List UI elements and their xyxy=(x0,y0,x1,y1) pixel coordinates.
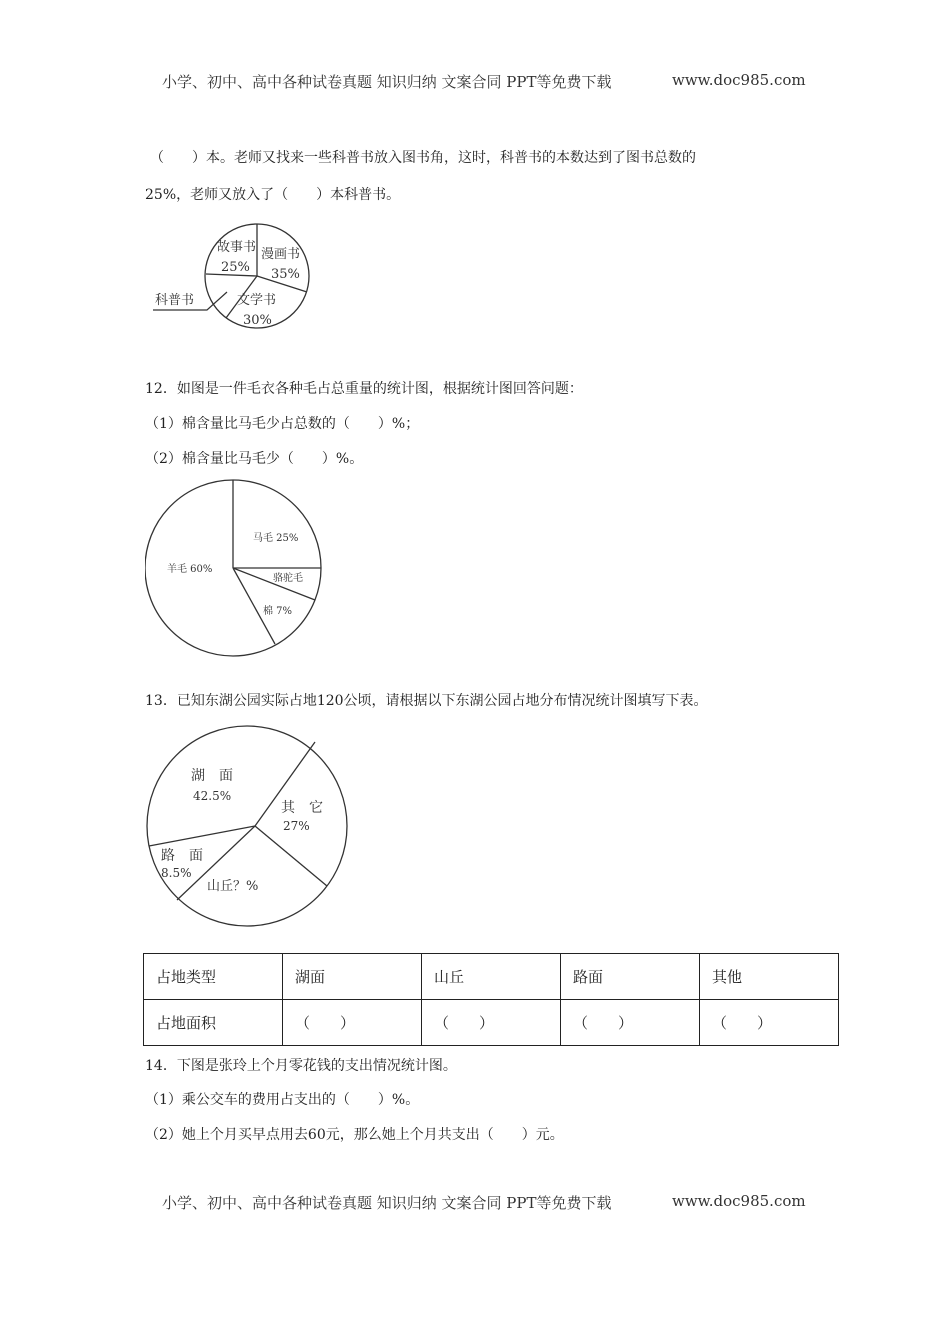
q13-title: 13．已知东湖公园实际占地120公顷，请根据以下东湖公园占地分布情况统计图填写下表。 xyxy=(145,693,708,709)
table-cell: 占地面积 xyxy=(144,1000,283,1046)
q12-slice-label: 羊毛 60% xyxy=(167,564,213,575)
header-text: 小学、初中、高中各种试卷真题 知识归纳 文案合同 PPT等免费下载 xyxy=(162,73,612,91)
q13-slice-divider xyxy=(149,826,255,846)
table-row xyxy=(144,954,839,1000)
answer-blank[interactable]: （ ） xyxy=(422,1000,561,1046)
q13-pie-chart xyxy=(145,720,350,932)
table-cell: 山丘 xyxy=(422,954,561,1000)
q13-slice-value: 山丘？% xyxy=(207,879,259,894)
q13-area-table xyxy=(143,953,839,1046)
q13-slice-label: 其 它 xyxy=(281,800,323,816)
q12-slice-label: 骆驼毛 xyxy=(273,573,303,584)
q11-slice-value: 35% xyxy=(271,267,300,282)
header-url[interactable]: www.doc985.com xyxy=(672,71,806,89)
q13-slice-value: 42.5% xyxy=(193,789,232,803)
answer-blank[interactable]: （ ） xyxy=(700,1000,839,1046)
q13-slice-divider xyxy=(255,826,327,886)
q12-pie-chart xyxy=(145,478,327,660)
answer-blank[interactable]: （ ） xyxy=(283,1000,422,1046)
table-row xyxy=(144,1000,839,1046)
q12-slice-label: 棉 7% xyxy=(263,606,293,617)
table-cell: 湖面 xyxy=(283,954,422,1000)
q11-slice-label: 故事书 xyxy=(217,240,257,255)
q11-slice-label: 文学书 xyxy=(237,293,277,308)
q14-title: 14．下图是张玲上个月零花钱的支出情况统计图。 xyxy=(145,1058,457,1074)
q12-slice-label: 马毛 25% xyxy=(253,533,299,544)
q13-slice-value: 8.5% xyxy=(161,866,192,880)
q11-slice-value: 25% xyxy=(221,260,250,275)
q12-sub1: （1）棉含量比马毛少占总数的（ ）%； xyxy=(145,416,420,432)
q12-title: 12．如图是一件毛衣各种毛占总重量的统计图，根据统计图回答问题： xyxy=(145,381,583,397)
q13-slice-value: 27% xyxy=(283,819,310,833)
q11-line2: 25%，老师又放入了（ ）本科普书。 xyxy=(145,187,401,203)
table-cell: 占地类型 xyxy=(144,954,283,1000)
q13-slice-label: 湖 面 xyxy=(191,768,233,784)
q11-slice-value: 30% xyxy=(243,313,272,328)
answer-blank[interactable]: （ ） xyxy=(561,1000,700,1046)
q11-slice-label: 漫画书 xyxy=(261,247,301,262)
footer-url[interactable]: www.doc985.com xyxy=(672,1192,806,1210)
q14-sub1: （1）乘公交车的费用占支出的（ ）%。 xyxy=(145,1092,420,1108)
q14-sub2: （2）她上个月买早点用去60元，那么她上个月共支出（ ）元。 xyxy=(145,1127,564,1143)
footer-text: 小学、初中、高中各种试卷真题 知识归纳 文案合同 PPT等免费下载 xyxy=(162,1194,612,1212)
q13-slice-label: 路 面 xyxy=(161,848,203,864)
table-cell: 其他 xyxy=(700,954,839,1000)
table-cell: 路面 xyxy=(561,954,700,1000)
q11-slice-label: 科普书 xyxy=(155,293,195,308)
q11-pie-chart xyxy=(145,218,325,340)
q12-sub2: （2）棉含量比马毛少（ ）%。 xyxy=(145,451,364,467)
q13-pie-circle xyxy=(147,726,347,926)
q11-line1: （ ）本。老师又找来一些科普书放入图书角，这时，科普书的本数达到了图书总数的 xyxy=(150,150,696,166)
